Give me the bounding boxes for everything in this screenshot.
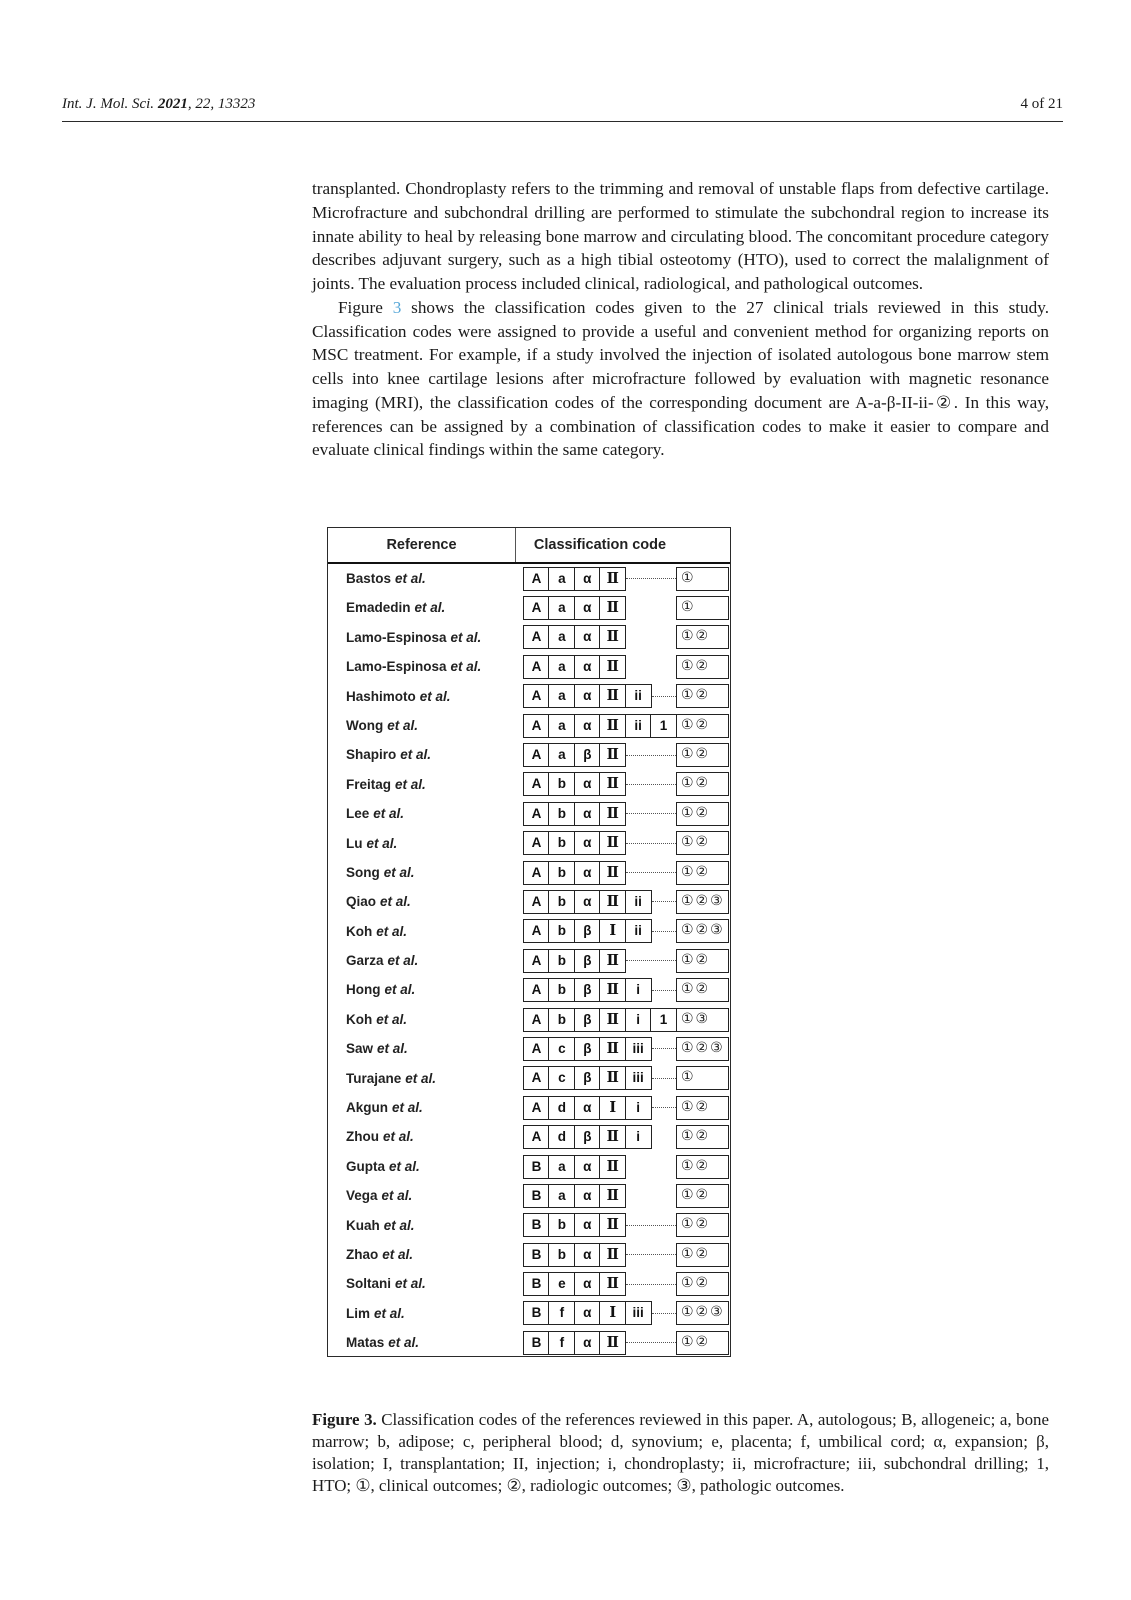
code-cell: Ⅱ	[599, 1213, 626, 1237]
outcome-box: ①②	[676, 625, 729, 649]
table-row	[328, 1269, 730, 1298]
code-cell: A	[523, 1066, 550, 1090]
table-row	[328, 1299, 730, 1328]
connector-line	[626, 960, 676, 961]
code-cell: α	[574, 1272, 601, 1296]
code-cell: b	[548, 1243, 575, 1267]
journal-year: 2021	[157, 96, 188, 112]
code-cell: α	[574, 1155, 601, 1179]
classification-code-cells	[523, 831, 626, 855]
reference-label: Lee et al.	[346, 806, 405, 822]
code-cell: α	[574, 684, 601, 708]
code-cell: i	[625, 1125, 652, 1149]
code-cell: Ⅱ	[599, 596, 626, 620]
connector-line	[652, 1313, 676, 1314]
classification-column-header: Classification code	[533, 537, 667, 553]
table-row	[328, 682, 730, 711]
code-cell: a	[548, 567, 575, 591]
code-cell: α	[574, 1096, 601, 1120]
outcome-box: ①②	[676, 1243, 729, 1267]
outcome-box: ①②	[676, 802, 729, 826]
outcome-box: ①②	[676, 1096, 729, 1120]
classification-code-cells	[523, 861, 626, 885]
classification-code-cells	[523, 772, 626, 796]
code-cell: iii	[625, 1037, 652, 1061]
code-cell: α	[574, 1213, 601, 1237]
paragraph-2-text: Figure	[338, 297, 393, 317]
code-cell: i	[625, 978, 652, 1002]
table-row	[328, 1122, 730, 1151]
table-row	[328, 711, 730, 740]
code-cell: e	[548, 1272, 575, 1296]
code-cell: A	[523, 919, 550, 943]
table-row	[328, 829, 730, 858]
code-cell: α	[574, 1331, 601, 1355]
code-cell: b	[548, 919, 575, 943]
code-cell: α	[574, 714, 601, 738]
outcome-box: ①②③	[676, 1037, 729, 1061]
code-cell: a	[548, 743, 575, 767]
code-cell: α	[574, 1301, 601, 1325]
table-row	[328, 1181, 730, 1210]
reference-label: Soltani et al.	[346, 1276, 426, 1292]
code-cell: β	[574, 978, 601, 1002]
classification-code-cells	[523, 743, 626, 767]
classification-code-cells	[523, 890, 652, 914]
reference-label: Lamo-Espinosa et al.	[346, 629, 482, 645]
code-cell: Ⅰ	[599, 1096, 626, 1120]
classification-code-cells	[523, 625, 626, 649]
table-row	[328, 887, 730, 916]
connector-line	[652, 931, 676, 932]
paragraph-1: transplanted. Chondroplasty refers to the trimming and removal of unstable flaps from defective cartilage. Microfracture and subchondral drilling are performed to stimulate the subchondral region to increase its innate ability to heal by releasing bone marrow and circulating blood. The concomitant procedure category describes adjuvant surgery, such as a high tibial osteotomy (HTO), used to correct the malalignment of joints. The evaluation process included clinical, radiological, and pathological outcomes.	[312, 179, 1049, 293]
connector-line	[626, 578, 676, 579]
code-cell: a	[548, 684, 575, 708]
outcome-box: ①②	[676, 861, 729, 885]
code-cell: b	[548, 1213, 575, 1237]
code-cell: α	[574, 1184, 601, 1208]
outcome-box: ①②	[676, 1125, 729, 1149]
code-cell: α	[574, 567, 601, 591]
table-row	[328, 593, 730, 622]
outcome-box: ①②	[676, 949, 729, 973]
table-row	[328, 770, 730, 799]
reference-label: Song et al.	[346, 864, 415, 880]
body-column	[312, 177, 1049, 462]
code-cell: a	[548, 1184, 575, 1208]
paragraph-2	[312, 296, 1049, 462]
code-cell: 1	[650, 714, 677, 738]
reference-column-header: Reference	[386, 537, 457, 553]
code-cell: d	[548, 1096, 575, 1120]
connector-line	[626, 1284, 676, 1285]
reference-label: Koh et al.	[346, 923, 408, 939]
reference-label: Gupta et al.	[346, 1158, 420, 1174]
code-cell: α	[574, 890, 601, 914]
outcome-box: ①	[676, 567, 729, 591]
connector-line	[652, 1107, 676, 1108]
code-cell: iii	[625, 1301, 652, 1325]
code-cell: B	[523, 1213, 550, 1237]
outcome-box: ①②③	[676, 890, 729, 914]
connector-line	[626, 1342, 676, 1343]
classification-code-cells	[523, 802, 626, 826]
classification-code-cells	[523, 684, 652, 708]
connector-line	[626, 1254, 676, 1255]
outcome-box: ①	[676, 1066, 729, 1090]
outcome-box: ①②	[676, 714, 729, 738]
code-cell: Ⅱ	[599, 831, 626, 855]
classification-code-cells	[523, 1184, 626, 1208]
classification-code-cells	[523, 978, 652, 1002]
table-row	[328, 946, 730, 975]
code-cell: a	[548, 714, 575, 738]
reference-label: Vega et al.	[346, 1188, 413, 1204]
code-cell: β	[574, 1008, 601, 1032]
code-cell: Ⅱ	[599, 1243, 626, 1267]
reference-label: Hashimoto et al.	[346, 688, 451, 704]
figure-3-link[interactable]: 3	[392, 297, 402, 317]
outcome-box: ①②	[676, 1184, 729, 1208]
reference-label: Bastos et al.	[346, 571, 426, 586]
journal-name: Int. J. Mol. Sci.	[62, 96, 155, 112]
code-cell: β	[574, 919, 601, 943]
table-row	[328, 858, 730, 887]
table-row	[328, 1064, 730, 1093]
classification-code-cells	[523, 655, 626, 679]
reference-label: Matas et al.	[346, 1335, 420, 1351]
code-cell: Ⅱ	[599, 1008, 626, 1032]
code-cell: Ⅱ	[599, 802, 626, 826]
code-cell: Ⅱ	[599, 684, 626, 708]
code-cell: A	[523, 743, 550, 767]
reference-label: Garza et al.	[346, 953, 419, 969]
connector-line	[626, 872, 676, 873]
table-row	[328, 740, 730, 769]
table-header-row	[328, 528, 730, 564]
figure-caption-text: Classification codes of the references reviewed in this paper. A, autologous; B, allogeneic; a, bone marrow; b, adipose; c, peripheral blood; d, synovium; e, placenta; f, umbilical cord; α, expansion; β, isolation; I, transplantation; II, injection; i, chondroplasty; ii, microfracture; iii, subchondral drilling; 1, HTO; ①, clinical outcomes; ②, radiologic outcomes; ③, pathologic outcomes.	[312, 1409, 1049, 1495]
code-cell: Ⅰ	[599, 1301, 626, 1325]
outcome-box: ①②③	[676, 1301, 729, 1325]
reference-label: Wong et al.	[346, 717, 419, 733]
reference-label: Koh et al.	[346, 1011, 408, 1027]
code-cell: β	[574, 1125, 601, 1149]
code-cell: ii	[625, 684, 652, 708]
table-row	[328, 1211, 730, 1240]
reference-label: Qiao et al.	[346, 894, 411, 910]
classification-code-cells	[523, 1243, 626, 1267]
code-cell: iii	[625, 1066, 652, 1090]
code-cell: b	[548, 978, 575, 1002]
outcome-box: ①②	[676, 978, 729, 1002]
classification-code-cells	[523, 949, 626, 973]
reference-label: Emadedin et al.	[346, 600, 446, 616]
classification-code-cells	[523, 1331, 626, 1355]
code-cell: a	[548, 596, 575, 620]
code-cell: b	[548, 831, 575, 855]
code-cell: β	[574, 1066, 601, 1090]
code-cell: Ⅱ	[599, 625, 626, 649]
reference-label: Zhou et al.	[346, 1129, 414, 1145]
code-cell: b	[548, 772, 575, 796]
page-number: 4 of 21	[1020, 96, 1063, 112]
outcome-box: ①②③	[676, 919, 729, 943]
code-cell: 1	[650, 1008, 677, 1032]
code-cell: B	[523, 1184, 550, 1208]
code-cell: α	[574, 772, 601, 796]
code-cell: a	[548, 655, 575, 679]
table-row	[328, 1093, 730, 1122]
connector-line	[626, 843, 676, 844]
table-rows-container	[328, 564, 730, 1358]
code-cell: f	[548, 1331, 575, 1355]
classification-code-cells	[523, 714, 677, 738]
code-cell: α	[574, 625, 601, 649]
code-cell: Ⅱ	[599, 1066, 626, 1090]
code-cell: Ⅱ	[599, 949, 626, 973]
outcome-box: ①②	[676, 1272, 729, 1296]
reference-label: Lu et al.	[346, 835, 398, 851]
code-cell: Ⅱ	[599, 861, 626, 885]
code-cell: b	[548, 802, 575, 826]
code-cell: Ⅱ	[599, 1184, 626, 1208]
code-cell: ii	[625, 714, 652, 738]
figure-caption	[312, 1409, 1049, 1497]
code-cell: β	[574, 949, 601, 973]
reference-label: Lim et al.	[346, 1305, 405, 1321]
code-cell: Ⅱ	[599, 1272, 626, 1296]
code-cell: b	[548, 890, 575, 914]
connector-line	[652, 901, 676, 902]
paragraph-2-text-cont: shows the classification codes given to the 27 clinical trials reviewed in this study. Classification codes were assigned to provide a useful and convenient method for organizing reports on MSC treatment. For example, if a study involved the injection of isolated autologous bone marrow stem cells into knee cartilage lesions after microfracture followed by evaluation with magnetic resonance imaging (MRI), the classification codes of the corresponding document are A-a-β-II-ii-②. In this way, references can be assigned by a combination of classification codes to make it easier to compare and evaluate clinical findings within the same category.	[312, 297, 1049, 460]
table-row	[328, 564, 730, 593]
code-cell: B	[523, 1272, 550, 1296]
code-cell: α	[574, 831, 601, 855]
connector-line	[626, 784, 676, 785]
outcome-box: ①②	[676, 831, 729, 855]
code-cell: b	[548, 861, 575, 885]
classification-code-cells	[523, 1272, 626, 1296]
classification-code-cells	[523, 1301, 652, 1325]
code-cell: Ⅱ	[599, 978, 626, 1002]
classification-code-cells	[523, 1037, 652, 1061]
classification-code-cells	[523, 596, 626, 620]
classification-code-cells	[523, 1125, 652, 1149]
code-cell: A	[523, 1037, 550, 1061]
reference-label: Zhao et al.	[346, 1246, 414, 1262]
code-cell: Ⅰ	[599, 919, 626, 943]
code-cell: α	[574, 655, 601, 679]
code-cell: A	[523, 596, 550, 620]
outcome-box: ①②	[676, 655, 729, 679]
journal-volume-page: , 22, 13323	[187, 96, 256, 112]
code-cell: A	[523, 861, 550, 885]
table-row	[328, 917, 730, 946]
running-head	[62, 96, 1063, 116]
reference-label: Saw et al.	[346, 1041, 408, 1057]
connector-line	[652, 990, 676, 991]
classification-code-cells	[523, 1066, 652, 1090]
code-cell: Ⅱ	[599, 1331, 626, 1355]
code-cell: Ⅱ	[599, 772, 626, 796]
code-cell: d	[548, 1125, 575, 1149]
reference-label: Kuah et al.	[346, 1217, 415, 1233]
reference-label: Akgun et al.	[346, 1100, 423, 1116]
table-row	[328, 652, 730, 681]
classification-code-cells	[523, 1096, 652, 1120]
code-cell: A	[523, 625, 550, 649]
outcome-box: ①②	[676, 1155, 729, 1179]
code-cell: c	[548, 1037, 575, 1061]
reference-label: Freitag et al.	[346, 776, 426, 792]
code-cell: A	[523, 567, 550, 591]
code-cell: a	[548, 1155, 575, 1179]
outcome-box: ①②	[676, 1331, 729, 1355]
table-row	[328, 975, 730, 1004]
figure-caption-label: Figure 3.	[312, 1409, 377, 1429]
code-cell: c	[548, 1066, 575, 1090]
code-cell: ii	[625, 919, 652, 943]
code-cell: A	[523, 1125, 550, 1149]
reference-label: Lamo-Espinosa et al.	[346, 659, 482, 675]
code-cell: B	[523, 1155, 550, 1179]
connector-line	[652, 696, 676, 697]
code-cell: A	[523, 831, 550, 855]
connector-line	[652, 1048, 676, 1049]
outcome-box: ①②	[676, 1213, 729, 1237]
code-cell: A	[523, 655, 550, 679]
reference-label: Turajane et al.	[346, 1070, 437, 1086]
code-cell: Ⅱ	[599, 1155, 626, 1179]
code-cell: B	[523, 1331, 550, 1355]
code-cell: i	[625, 1008, 652, 1032]
code-cell: A	[523, 949, 550, 973]
outcome-box: ①②	[676, 743, 729, 767]
code-cell: α	[574, 1243, 601, 1267]
classification-code-cells	[523, 1213, 626, 1237]
figure-3-table	[327, 527, 731, 1357]
code-cell: A	[523, 684, 550, 708]
code-cell: f	[548, 1301, 575, 1325]
journal-citation	[62, 96, 255, 113]
code-cell: Ⅱ	[599, 1125, 626, 1149]
code-cell: A	[523, 1096, 550, 1120]
code-cell: Ⅱ	[599, 567, 626, 591]
code-cell: Ⅱ	[599, 1037, 626, 1061]
code-cell: b	[548, 949, 575, 973]
code-cell: B	[523, 1301, 550, 1325]
connector-line	[626, 755, 676, 756]
code-cell: b	[548, 1008, 575, 1032]
table-row	[328, 623, 730, 652]
code-cell: Ⅱ	[599, 890, 626, 914]
classification-code-cells	[523, 1155, 626, 1179]
outcome-box: ①②	[676, 684, 729, 708]
code-cell: a	[548, 625, 575, 649]
header-rule	[62, 121, 1063, 122]
classification-code-cells	[523, 567, 626, 591]
code-cell: A	[523, 802, 550, 826]
code-cell: β	[574, 1037, 601, 1061]
code-cell: α	[574, 596, 601, 620]
code-cell: Ⅱ	[599, 655, 626, 679]
table-row	[328, 1328, 730, 1357]
connector-line	[626, 1225, 676, 1226]
outcome-box: ①③	[676, 1008, 729, 1032]
code-cell: A	[523, 714, 550, 738]
table-row	[328, 1034, 730, 1063]
code-cell: Ⅱ	[599, 714, 626, 738]
code-cell: B	[523, 1243, 550, 1267]
reference-label: Hong et al.	[346, 982, 416, 998]
outcome-box: ①②	[676, 772, 729, 796]
code-cell: A	[523, 772, 550, 796]
outcome-box: ①	[676, 596, 729, 620]
table-row	[328, 1240, 730, 1269]
code-cell: Ⅱ	[599, 743, 626, 767]
table-row	[328, 799, 730, 828]
table-row	[328, 1152, 730, 1181]
table-row	[328, 1005, 730, 1034]
classification-code-cells	[523, 1008, 677, 1032]
classification-code-cells	[523, 919, 652, 943]
code-cell: A	[523, 978, 550, 1002]
connector-line	[652, 1078, 676, 1079]
code-cell: ii	[625, 890, 652, 914]
connector-line	[626, 813, 676, 814]
code-cell: α	[574, 861, 601, 885]
code-cell: α	[574, 802, 601, 826]
reference-label: Shapiro et al.	[346, 747, 432, 763]
code-cell: β	[574, 743, 601, 767]
code-cell: i	[625, 1096, 652, 1120]
code-cell: A	[523, 890, 550, 914]
code-cell: A	[523, 1008, 550, 1032]
